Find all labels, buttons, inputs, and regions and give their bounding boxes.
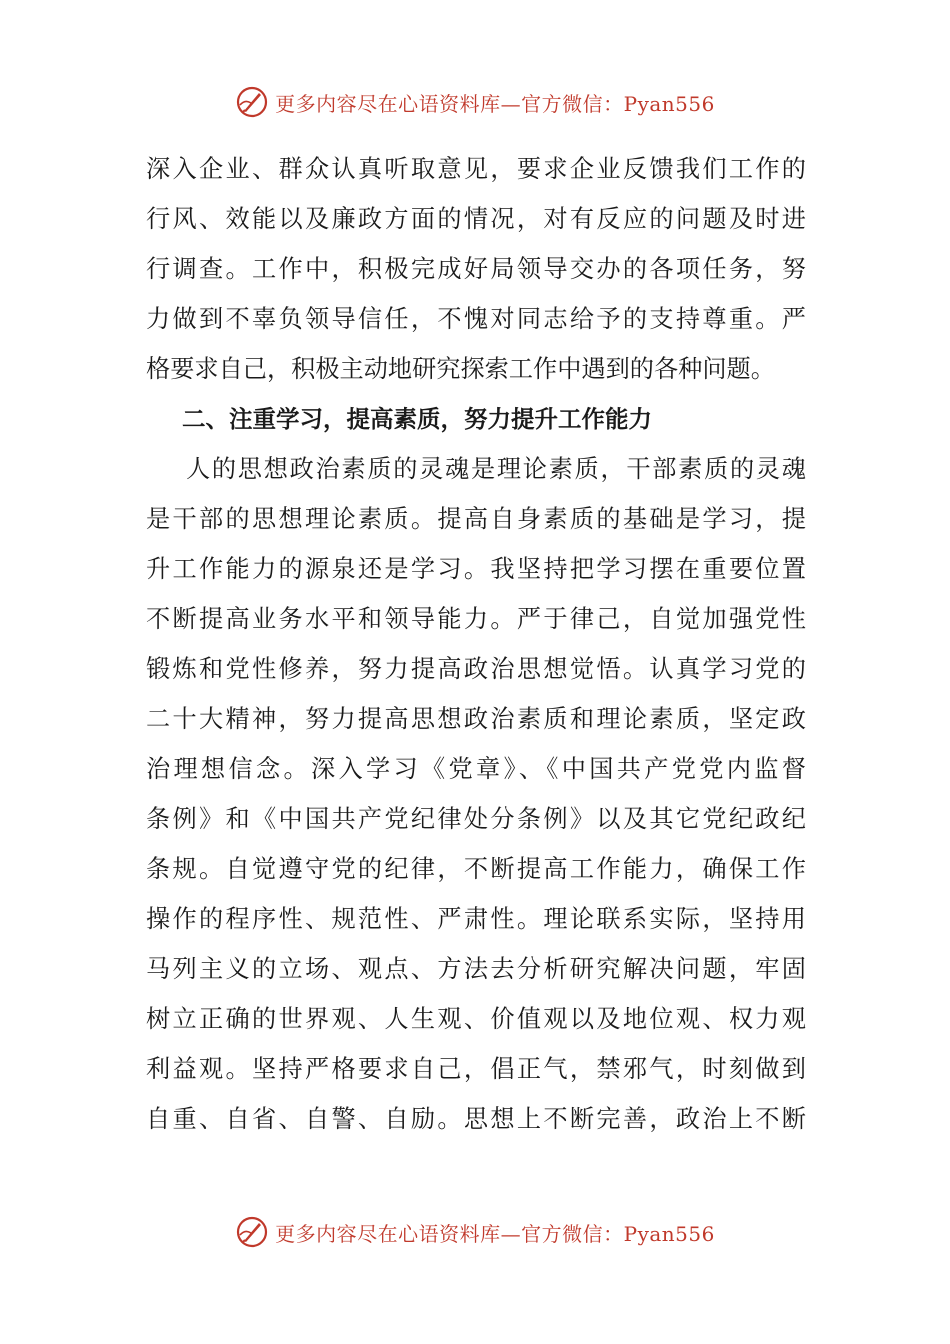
text-line: 自重、自省、自警、自励。思想上不断完善，政治上不断 — [146, 1105, 806, 1133]
banner-text: 更多内容尽在心语资料库—官方微信：Pyan556 — [275, 1221, 715, 1246]
document-body — [146, 144, 806, 1144]
text-line: 是干部的思想理论素质。提高自身素质的基础是学习，提 — [146, 505, 806, 533]
text-line: 行调查。工作中，积极完成好局领导交办的各项任务，努 — [146, 255, 806, 283]
text-line: 力做到不辜负领导信任，不愧对同志给予的支持尊重。严 — [146, 305, 806, 333]
text-line: 锻炼和党性修养，努力提高政治思想觉悟。认真学习党的 — [146, 655, 806, 683]
text-line: 升工作能力的源泉还是学习。我坚持把学习摆在重要位置 — [146, 555, 806, 583]
banner-text: 更多内容尽在心语资料库—官方微信：Pyan556 — [275, 91, 715, 116]
quill-pen-icon — [235, 1215, 269, 1249]
text-line: 行风、效能以及廉政方面的情况，对有反应的问题及时进 — [146, 205, 806, 233]
text-line: 树立正确的世界观、人生观、价值观以及地位观、权力观 — [146, 1005, 806, 1033]
text-line: 深入企业、群众认真听取意见，要求企业反馈我们工作的 — [146, 155, 806, 183]
paragraph-1 — [146, 144, 806, 394]
text-line: 条规。自觉遵守党的纪律，不断提高工作能力，确保工作 — [146, 855, 806, 883]
header-banner — [0, 82, 950, 122]
paragraph-2 — [146, 444, 806, 1144]
text-line: 人的思想政治素质的灵魂是理论素质，干部素质的灵魂 — [186, 455, 806, 483]
text-line: 治理想信念。深入学习《党章》、《中国共产党党内监督 — [146, 755, 806, 783]
text-line: 马列主义的立场、观点、方法去分析研究解决问题，牢固 — [146, 955, 806, 983]
text-line: 条例》和《中国共产党纪律处分条例》以及其它党纪政纪 — [146, 805, 806, 833]
text-line: 操作的程序性、规范性、严肃性。理论联系实际，坚持用 — [146, 905, 806, 933]
text-line: 不断提高业务水平和领导能力。严于律己，自觉加强党性 — [146, 605, 806, 633]
footer-banner — [0, 1212, 950, 1252]
text-line: 利益观。坚持严格要求自己，倡正气，禁邪气，时刻做到 — [146, 1055, 806, 1083]
text-line: 格要求自己，积极主动地研究探索工作中遇到的各种问题。 — [146, 355, 775, 383]
text-line: 二十大精神，努力提高思想政治素质和理论素质，坚定政 — [146, 705, 806, 733]
section-heading: 二、注重学习，提高素质，努力提升工作能力 — [182, 405, 652, 433]
quill-pen-icon — [235, 85, 269, 119]
